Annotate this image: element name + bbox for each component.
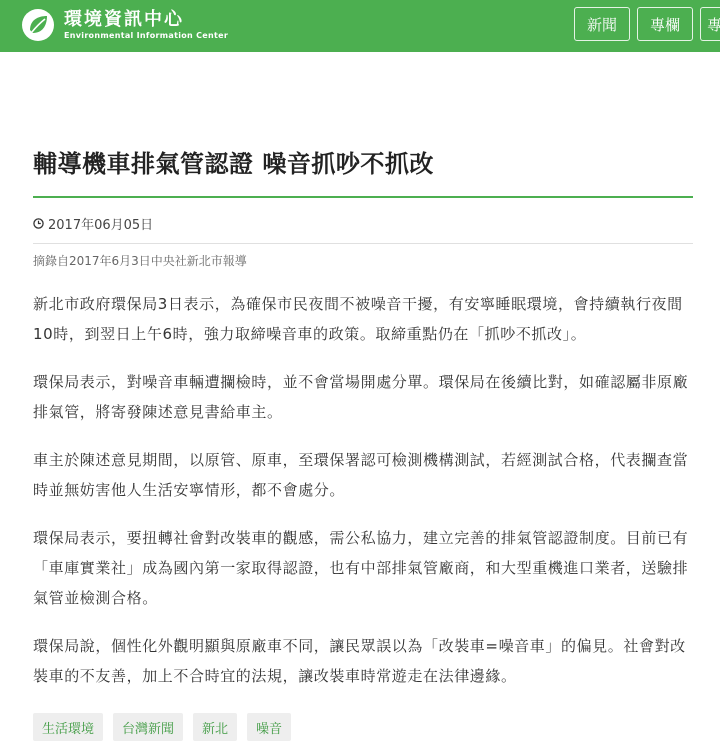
tag-link[interactable]: 台灣新聞 [113, 713, 183, 741]
leaf-globe-icon [20, 7, 56, 43]
site-logo[interactable] [20, 7, 228, 43]
tag-list [33, 713, 690, 741]
paragraph-4: 環保局表示，要扭轉社會對改裝車的觀感，需公私協力，建立完善的排氣管認證制度。目前已有「車庫實業社」成為國內第一家取得認證，也有中部排氣管廠商，和大型重機進口業者，送驗排氣管並檢測合格。 [33, 529, 689, 607]
nav-topics[interactable]: 專 [700, 7, 720, 41]
logo-title-en: Environmental Information Center [64, 30, 229, 40]
tag-link[interactable]: 噪音 [247, 713, 291, 741]
main-nav [567, 7, 720, 41]
paragraph-5: 環保局說，個性化外觀明顯與原廠車不同，讓民眾誤以為「改裝車=噪音車」的偏見。社會對改裝車的不友善，加上不合時宜的法規，讓改裝車時常遊走在法律邊緣。 [33, 637, 686, 685]
publish-date [33, 214, 690, 232]
tag-link[interactable]: 新北 [193, 713, 237, 741]
meta-divider [33, 243, 693, 244]
site-header [0, 0, 720, 52]
title-divider [33, 196, 693, 198]
article-source: 摘錄自2017年6月3日中央社新北市報導 [33, 254, 247, 268]
nav-columns[interactable]: 專欄 [637, 7, 693, 41]
paragraph-3: 車主於陳述意見期間，以原管、原車，至環保署認可檢測機構測試，若經測試合格，代表攔查當時並無妨害他人生活安寧情形，都不會處分。 [33, 451, 689, 499]
paragraph-1: 新北市政府環保局3日表示，為確保市民夜間不被噪音干擾，有安寧睡眠環境，會持續執行夜間10時，到翌日上午6時，強力取締噪音車的政策。取締重點仍在「抓吵不抓改」。 [33, 295, 683, 343]
clock-icon [33, 218, 44, 229]
article [0, 52, 720, 741]
logo-title-zh: 環境資訊中心 [64, 8, 184, 30]
tag-link[interactable]: 生活環境 [33, 713, 103, 741]
paragraph-2: 環保局表示，對噪音車輛遭攔檢時，並不會當場開處分單。環保局在後續比對，如確認屬非原廠排氣管，將寄發陳述意見書給車主。 [33, 373, 689, 421]
article-title: 輔導機車排氣管認證 噪音抓吵不抓改 [33, 150, 434, 178]
date-text: 2017年06月05日 [48, 217, 154, 233]
nav-news[interactable]: 新聞 [574, 7, 630, 41]
